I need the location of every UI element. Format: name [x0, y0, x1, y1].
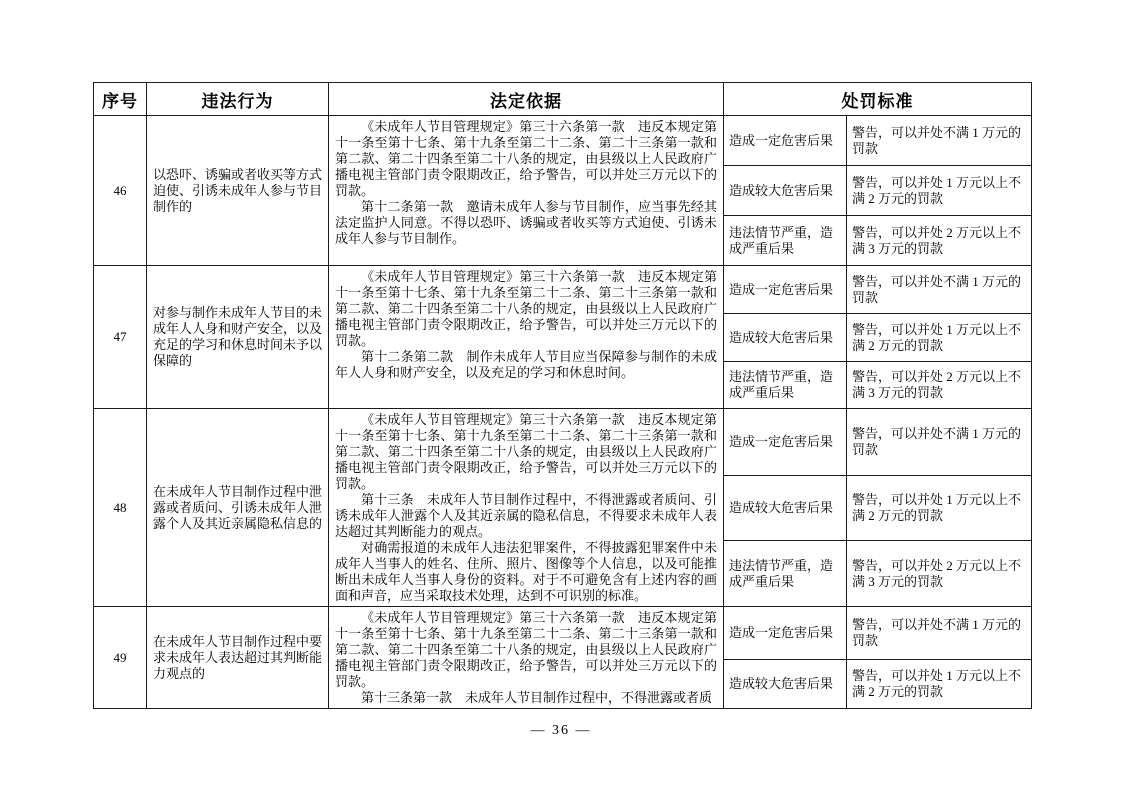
violation-cell: 以恐吓、诱骗或者收买等方式迫使、引诱未成年人参与节目制作的 — [147, 116, 329, 266]
penalty-condition: 违法情节严重，造成严重后果 — [724, 216, 847, 266]
penalty-standard: 警告，可以并处不满 1 万元的罚款 — [847, 607, 1032, 660]
row-number: 48 — [94, 409, 147, 607]
penalty-condition: 违法情节严重，造成严重后果 — [724, 541, 847, 607]
violation-cell: 在未成年人节目制作过程中泄露或者质问、引诱未成年人泄露个人及其近亲属隐私信息的 — [147, 409, 329, 607]
penalty-standard: 警告，可以并处 2 万元以上不满 3 万元的罚款 — [847, 362, 1032, 409]
penalty-condition: 造成较大危害后果 — [724, 475, 847, 541]
table-row-46 — [94, 116, 1032, 166]
legal-basis-cell — [329, 116, 724, 266]
table-row-49 — [94, 607, 1032, 660]
header-legal-basis: 法定依据 — [329, 83, 724, 116]
legal-paragraph: 第十三条第一款 未成年人节目制作过程中，不得泄露或者质 — [361, 690, 713, 705]
legal-paragraph: 第十二条第一款 邀请未成年人参与节目制作，应当事先经其法定监护人同意。不得以恐吓、诱骗或者收买等方式迫使、引诱未成年人参与节目制作。 — [335, 199, 717, 246]
violation-cell: 对参与制作未成年人节目的未成年人人身和财产安全，以及充足的学习和休息时间未予以保障的 — [147, 266, 329, 409]
legal-paragraph: 第十二条第二款 制作未成年人节目应当保障参与制作的未成年人人身和财产安全，以及充足的学习和休息时间。 — [335, 349, 717, 380]
table-row-48 — [94, 409, 1032, 476]
header-violation: 违法行为 — [147, 83, 329, 116]
legal-paragraph: 对确需报道的未成年人违法犯罪案件，不得披露犯罪案件中未成年人当事人的姓名、住所、照片、图像等个人信息，以及可能推断出未成年人当事人身份的资料。对于不可避免含有上述内容的画面和声音，应当采取技术处理，达到不可识别的标准。 — [335, 540, 717, 603]
table-row-47 — [94, 266, 1032, 314]
penalty-standard: 警告，可以并处 2 万元以上不满 3 万元的罚款 — [847, 216, 1032, 266]
penalty-condition: 违法情节严重，造成严重后果 — [724, 362, 847, 409]
penalty-standard: 警告，可以并处不满 1 万元的罚款 — [847, 409, 1032, 476]
legal-paragraph: 《未成年人节目管理规定》第三十六条第一款 违反本规定第十一条至第十七条、第十九条至第二十二条、第二十三条第一款和第二款、第二十四条至第二十八条的规定，由县级以上人民政府广播电视主管部门责令限期改正，给予警告，可以并处三万元以下的罚款。 — [335, 610, 717, 689]
header-penalty-standard: 处罚标准 — [724, 83, 1032, 116]
penalty-condition: 造成较大危害后果 — [724, 166, 847, 216]
row-number: 49 — [94, 607, 147, 709]
legal-paragraph: 第十三条 未成年人节目制作过程中，不得泄露或者质问、引诱未成年人泄露个人及其近亲属的隐私信息，不得要求未成年人表达超过其判断能力的观点。 — [335, 492, 717, 539]
legal-basis-cell — [329, 607, 724, 709]
penalty-standard: 警告，可以并处 1 万元以上不满 2 万元的罚款 — [847, 660, 1032, 709]
penalty-standard: 警告，可以并处不满 1 万元的罚款 — [847, 116, 1032, 166]
row-number: 47 — [94, 266, 147, 409]
penalty-standard: 警告，可以并处 1 万元以上不满 2 万元的罚款 — [847, 475, 1032, 541]
penalty-condition: 造成较大危害后果 — [724, 660, 847, 709]
legal-basis-cell — [329, 409, 724, 607]
penalty-condition: 造成一定危害后果 — [724, 266, 847, 314]
penalty-standard: 警告，可以并处不满 1 万元的罚款 — [847, 266, 1032, 314]
legal-paragraph: 《未成年人节目管理规定》第三十六条第一款 违反本规定第十一条至第十七条、第十九条至第二十二条、第二十三条第一款和第二款、第二十四条至第二十八条的规定，由县级以上人民政府广播电视主管部门责令限期改正，给予警告，可以并处三万元以下的罚款。 — [335, 412, 717, 491]
penalty-condition: 造成一定危害后果 — [724, 409, 847, 476]
penalty-condition: 造成较大危害后果 — [724, 314, 847, 362]
table-header-row — [94, 83, 1032, 116]
penalty-standard: 警告，可以并处 1 万元以上不满 2 万元的罚款 — [847, 314, 1032, 362]
header-no: 序号 — [94, 83, 147, 116]
penalty-standard: 警告，可以并处 2 万元以上不满 3 万元的罚款 — [847, 541, 1032, 607]
penalty-table — [93, 82, 1032, 709]
legal-paragraph: 《未成年人节目管理规定》第三十六条第一款 违反本规定第十一条至第十七条、第十九条至第二十二条、第二十三条第一款和第二款、第二十四条至第二十八条的规定，由县级以上人民政府广播电视主管部门责令限期改正，给予警告，可以并处三万元以下的罚款。 — [335, 119, 717, 198]
penalty-condition: 造成一定危害后果 — [724, 116, 847, 166]
penalty-standard: 警告，可以并处 1 万元以上不满 2 万元的罚款 — [847, 166, 1032, 216]
row-number: 46 — [94, 116, 147, 266]
page-number: — 36 — — [530, 723, 592, 738]
violation-cell: 在未成年人节目制作过程中要求未成年人表达超过其判断能力观点的 — [147, 607, 329, 709]
legal-paragraph: 《未成年人节目管理规定》第三十六条第一款 违反本规定第十一条至第十七条、第十九条至第二十二条、第二十三条第一款和第二款、第二十四条至第二十八条的规定，由县级以上人民政府广播电视主管部门责令限期改正，给予警告，可以并处三万元以下的罚款。 — [335, 269, 717, 348]
legal-basis-cell — [329, 266, 724, 409]
penalty-condition: 造成一定危害后果 — [724, 607, 847, 660]
